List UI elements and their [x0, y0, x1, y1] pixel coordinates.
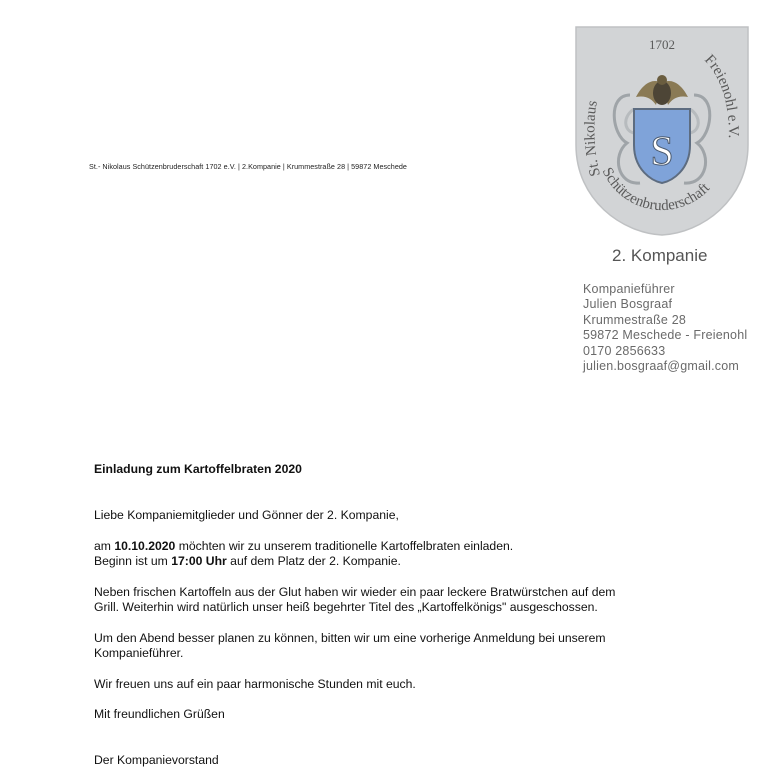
letter-paragraph-date: am 10.10.2020 möchten wir zu unserem traditionelle Kartoffelbraten einladen. — [94, 538, 514, 553]
company-title: 2. Kompanie — [612, 246, 708, 265]
sender-address-line: St.- Nikolaus Schützenbruderschaft 1702 e.V. | 2.Kompanie | Krummestraße 28 | 59872 Meschede — [89, 162, 407, 171]
contact-phone: 0170 2856633 — [583, 343, 666, 358]
letter-body — [94, 462, 714, 768]
contact-street: Krummestraße 28 — [583, 312, 687, 327]
letter-paragraph-closing-wish: Wir freuen uns auf ein paar harmonische Stunden mit euch. — [94, 676, 416, 691]
letter-paragraph-registration-1: Um den Abend besser planen zu können, bitten wir um eine vorherige Anmeldung bei unserem — [94, 630, 606, 645]
shield-letter: S — [650, 129, 674, 175]
letter-closing: Mit freundlichen Grüßen — [94, 707, 225, 722]
contact-email: julien.bosgraaf@gmail.com — [583, 359, 739, 374]
contact-block — [583, 282, 747, 374]
contact-role: Kompanieführer — [583, 282, 675, 296]
brotherhood-crest-logo — [572, 25, 752, 237]
crest-arc-bottom-text: Schützenbruderschaft — [598, 165, 714, 215]
letter-paragraph-time: Beginn ist um 17:00 Uhr auf dem Platz der 2. Kompanie. — [94, 554, 401, 569]
letter-salutation: Liebe Kompaniemitglieder und Gönner der 2. Kompanie, — [94, 508, 399, 523]
letter-signature: Der Kompanievorstand — [94, 753, 219, 768]
crest-year: 1702 — [649, 37, 675, 52]
event-date: 10.10.2020 — [114, 538, 176, 553]
letter-subject: Einladung zum Kartoffelbraten 2020 — [94, 462, 302, 476]
crest-arc-right-text: Freienohl e.V. — [701, 51, 742, 139]
letter-paragraph-food-2: Grill. Weiterhin wird natürlich unser heiß begehrter Titel des „Kartoffelkönigs" ausgeschossen. — [94, 600, 598, 615]
contact-city: 59872 Meschede - Freienohl — [583, 328, 748, 343]
crest-arc-left-text: St. Nikolaus — [582, 99, 604, 178]
letter-paragraph-registration-2: Kompanieführer. — [94, 645, 184, 660]
event-time: 17:00 Uhr — [171, 554, 227, 569]
letter-paragraph-food-1: Neben frischen Kartoffeln aus der Glut haben wir wieder ein paar leckere Bratwürstchen auf dem — [94, 584, 616, 599]
contact-name: Julien Bosgraaf — [583, 297, 673, 312]
